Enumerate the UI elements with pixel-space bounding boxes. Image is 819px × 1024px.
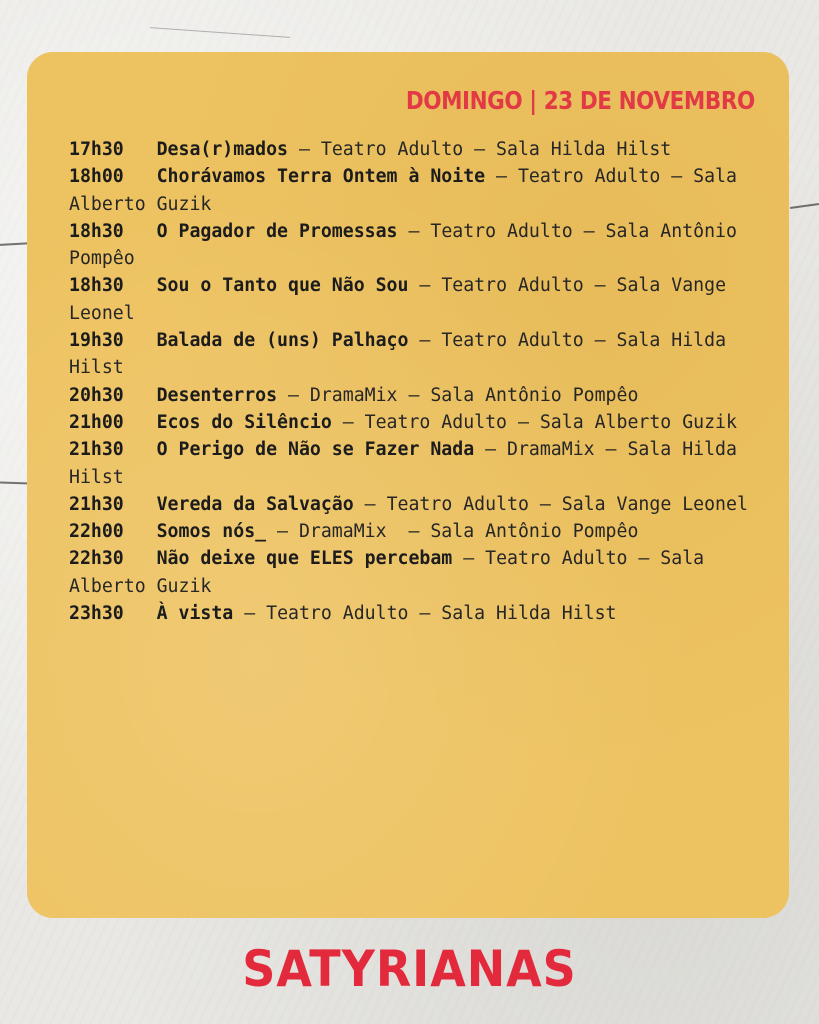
wall-crack: [150, 27, 290, 38]
event-details: – Teatro Adulto – Sala Hilda Hilst: [288, 139, 672, 160]
event-title: Desa(r)mados: [156, 139, 289, 160]
event-time: 22h00: [69, 521, 124, 543]
event-time: 21h00: [69, 411, 124, 433]
event-time: 21h30: [69, 493, 124, 515]
event-title: Ecos do Silêncio: [156, 411, 332, 433]
satyrianas-logo: SATYRIANAS: [242, 940, 577, 998]
event-title: Desenterros: [156, 384, 278, 406]
event-title: Somos nós_: [156, 521, 267, 543]
event-time: 18h30: [69, 220, 124, 242]
event-time: 18h30: [69, 275, 124, 297]
schedule-card: [27, 52, 789, 918]
event-title: Balada de (uns) Palhaço: [156, 330, 409, 352]
event-time: 17h30: [69, 139, 124, 160]
event-details: – Teatro Adulto – Sala Alberto Guzik: [69, 166, 748, 215]
event-time: 21h30: [69, 439, 124, 461]
event-details: – Teatro Adulto – Sala Vange Leonel: [353, 493, 748, 515]
schedule-item: [69, 409, 749, 436]
wall-crack: [0, 481, 30, 484]
event-time: 23h30: [69, 603, 124, 625]
schedule-item: [69, 491, 749, 518]
event-title: Não deixe que ELES percebam: [156, 548, 453, 570]
schedule-item: [69, 272, 749, 327]
event-details: – Teatro Adulto – Sala Vange Leonel: [69, 275, 737, 324]
event-time: 19h30: [69, 330, 124, 352]
schedule-item: [69, 436, 749, 491]
event-title: O Pagador de Promessas: [156, 220, 398, 242]
schedule-item: [69, 136, 749, 163]
event-title: Sou o Tanto que Não Sou: [156, 275, 409, 297]
event-title: Chorávamos Terra Ontem à Noite: [156, 166, 486, 188]
event-title: Vereda da Salvação: [156, 493, 354, 515]
schedule-item: [69, 218, 749, 273]
schedule-item: [69, 600, 749, 627]
event-time: 20h30: [69, 384, 124, 406]
event-time: 22h30: [69, 548, 124, 570]
wall-crack: [790, 203, 819, 209]
event-details: – DramaMix – Sala Hilda Hilst: [69, 439, 748, 488]
schedule-item: [69, 163, 749, 218]
schedule-item: [69, 382, 749, 409]
event-details: – DramaMix – Sala Antônio Pompêo: [277, 384, 639, 406]
event-details: – Teatro Adulto – Sala Alberto Guzik: [69, 548, 716, 597]
event-details: – Teatro Adulto – Sala Antônio Pompêo: [69, 220, 748, 270]
event-title: À vista: [156, 603, 234, 625]
event-details: – Teatro Adulto – Sala Alberto Guzik: [331, 411, 737, 433]
event-details: – Teatro Adulto – Sala Hilda Hilst: [233, 603, 617, 625]
schedule-item: [69, 545, 749, 600]
schedule-list: [69, 136, 749, 627]
event-title: O Perigo de Não se Fazer Nada: [156, 439, 475, 461]
schedule-item: [69, 518, 749, 545]
date-header: DOMINGO | 23 DE NOVEMBRO: [406, 86, 755, 115]
event-details: – Teatro Adulto – Sala Hilda Hilst: [69, 330, 737, 379]
event-time: 18h00: [69, 166, 124, 188]
event-details: – DramaMix – Sala Antônio Pompêo: [266, 521, 639, 543]
schedule-item: [69, 327, 749, 382]
